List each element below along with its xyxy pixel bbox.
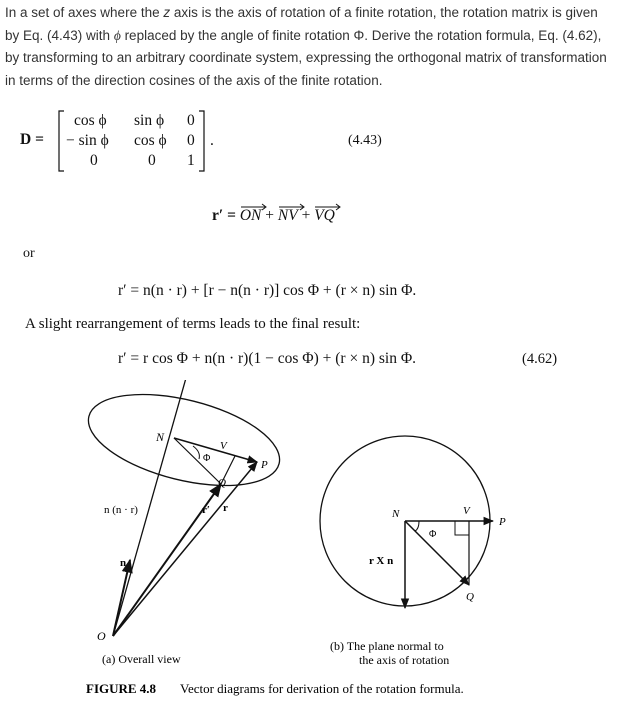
label-V-b: V xyxy=(463,505,470,517)
label-P-a: P xyxy=(261,459,268,471)
label-r: r xyxy=(223,502,228,514)
label-nnr: n (n · r) xyxy=(104,504,138,516)
label-Phi-a: Φ xyxy=(203,453,211,464)
final-equation: r′ = r cos Φ + n(n · r)(1 − cos Φ) + (r × n) sin Φ. xyxy=(118,350,417,367)
label-P-b: P xyxy=(499,516,506,528)
label-rxn: r X n xyxy=(369,555,394,567)
matrix-cell-r3c1: 0 xyxy=(90,152,98,169)
vector-ON: ON xyxy=(239,207,262,224)
matrix-cell-r3c2: 0 xyxy=(148,152,156,169)
nq-arrow-b xyxy=(405,521,469,585)
figure-a-overall-view xyxy=(79,380,289,666)
label-n: n xyxy=(120,557,127,569)
label-O: O xyxy=(97,629,106,643)
problem-statement: In a set of axes where the z axis is the axis of rotation of a finite rotation, the rotation matrix is given by Eq. (4.43) with ϕ replaced by the angle of finite rotation Φ. Derive the rotation formula, Eq. (4.62), by transforming to an arbitrary coordinate system, expressing the orthogonal matrix of transformation in terms of the direction cosines of the axis of the finite rotation. xyxy=(5,5,607,88)
label-r-prime: r′ xyxy=(202,504,210,516)
right-angle-mark xyxy=(455,521,469,535)
equation-number-4-62: (4.62) xyxy=(522,351,558,367)
caption-b-line2: the axis of rotation xyxy=(359,653,450,667)
matrix-cell-r3c3: 1 xyxy=(187,152,195,169)
rearrangement-text: A slight rearrangement of terms leads to the final result: xyxy=(25,316,361,332)
matrix-cell-r1c1: cos ϕ xyxy=(74,112,107,129)
vector-VQ: VQ xyxy=(314,207,335,224)
matrix-cell-r2c2: cos ϕ xyxy=(134,132,167,149)
expanded-equation: r′ = n(n · r) + [r − n(n · r)] cos Φ + (r × n) sin Φ. xyxy=(118,282,417,299)
vector-sum-equation: r′ = ON + NV + VQ xyxy=(212,207,335,225)
matrix-lhs: D = xyxy=(20,131,44,148)
label-Phi-b: Φ xyxy=(429,529,437,540)
matrix-cell-r2c1: − sin ϕ xyxy=(66,132,109,149)
caption-b-line1: (b) The plane normal to xyxy=(330,639,444,653)
caption-a: (a) Overall view xyxy=(102,652,181,666)
r-vector-arrow xyxy=(113,462,257,636)
figure-caption-label: FIGURE 4.8 xyxy=(86,681,157,696)
phi-arc-b xyxy=(415,521,419,531)
vector-NV: NV xyxy=(277,207,298,224)
label-Q-a: Q xyxy=(218,477,226,489)
label-Q-b: Q xyxy=(466,591,474,603)
matrix-cell-r2c3: 0 xyxy=(187,132,195,149)
label-V-a: V xyxy=(220,440,227,452)
label-N-b: N xyxy=(392,508,400,520)
figure-b-plane-view xyxy=(320,436,506,667)
matrix-period: . xyxy=(210,132,214,149)
or-text: or xyxy=(23,246,35,261)
figure-4-8 xyxy=(0,380,619,707)
matrix-cell-r1c2: sin ϕ xyxy=(134,112,165,129)
figure-caption-text: Vector diagrams for derivation of the rotation formula. xyxy=(180,681,464,696)
label-N-a: N xyxy=(156,430,165,444)
equation-number-4-43: (4.43) xyxy=(348,133,382,148)
matrix-cell-r1c3: 0 xyxy=(187,112,195,129)
